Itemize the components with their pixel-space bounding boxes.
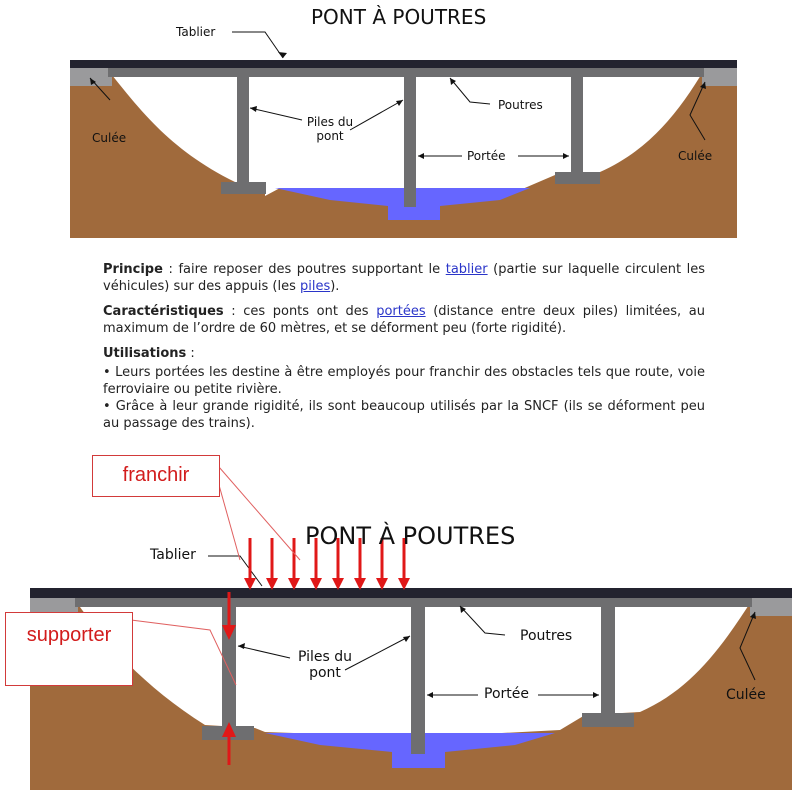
pier2-2-base — [392, 754, 444, 768]
diagram2-bridge — [30, 467, 792, 790]
pier-3-base — [555, 172, 600, 184]
beams — [108, 68, 704, 77]
label-poutres: Poutres — [498, 98, 543, 112]
pier-2-base — [388, 207, 433, 219]
portees-link[interactable]: portées — [376, 304, 426, 319]
label-culee-left: Culée — [92, 131, 127, 145]
tablier-link[interactable]: tablier — [445, 262, 488, 277]
pier-3 — [571, 77, 583, 172]
pier-2 — [404, 77, 416, 207]
beams2 — [75, 598, 752, 607]
abutment2-right — [750, 598, 792, 616]
diagram2-title: PONT À POUTRES — [305, 522, 516, 550]
label2-culee: Culée — [726, 687, 766, 703]
description-text — [103, 261, 705, 432]
label-portee: Portée — [467, 149, 506, 163]
caracteristiques-paragraph: Caractéristiques : ces ponts ont des portées (distance entre deux piles) limitées, au maximum de l’ordre de 60 mètres, et se déforment peu (forte rigidité). — [103, 304, 705, 336]
piles-link[interactable]: piles — [299, 279, 331, 294]
label-piles: Piles du pont — [306, 115, 354, 143]
utilisation-item-2: • Grâce à leur grande rigidité, ils sont beaucoup utilisés par la SNCF (ils se déforment peu au passage des trains). — [103, 399, 705, 431]
diagram1-bridge — [70, 32, 737, 238]
principe-paragraph: Principe : faire reposer des poutres supportant le tablier (partie sur laquelle circulent les véhicules) sur des appuis (les piles). — [103, 262, 705, 294]
label-culee-right: Culée — [678, 149, 713, 163]
supporter-callout: supporter — [5, 612, 133, 686]
label-tablier: Tablier — [176, 25, 216, 39]
pier2-3 — [601, 607, 615, 714]
label2-piles: Piles du pont — [297, 649, 353, 681]
label2-poutres: Poutres — [520, 628, 573, 644]
franchir-callout: franchir — [92, 455, 220, 497]
utilisation-item-1: • Leurs portées les destine à être employés pour franchir des obstacles tels que route, voie ferroviaire ou petite rivière. — [103, 365, 705, 397]
diagram1-title: PONT À POUTRES — [311, 5, 487, 29]
pier-1 — [237, 77, 249, 183]
label2-tablier: Tablier — [150, 547, 196, 563]
pier2-2 — [411, 607, 425, 755]
deck — [70, 60, 737, 68]
pier-1-base — [221, 182, 266, 194]
deck2 — [30, 588, 792, 598]
abutment-right — [702, 68, 737, 86]
utilisations-heading: Utilisations : — [103, 346, 195, 361]
label2-portee: Portée — [484, 686, 529, 702]
pier2-3-base — [582, 713, 634, 727]
